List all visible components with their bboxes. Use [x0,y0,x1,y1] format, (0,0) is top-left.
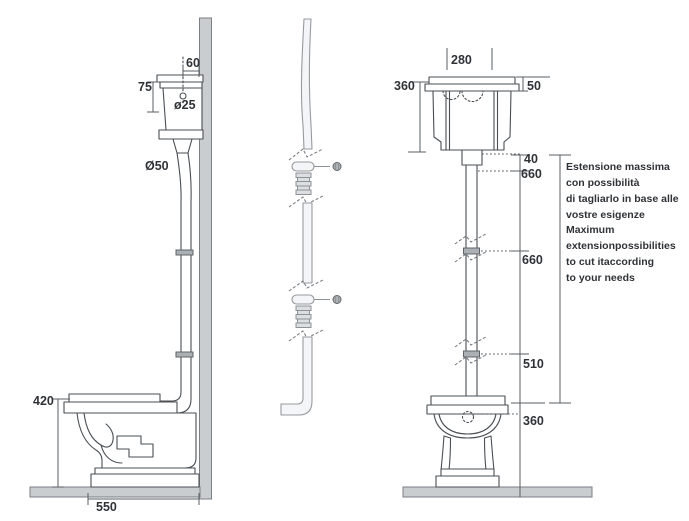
toilet-seat-rim [64,402,177,413]
pedestal-leg [485,436,495,470]
toilet-front [427,396,508,487]
dim-lid-to-inlet-label: 75 [138,80,152,94]
toilet-plinth [91,474,199,487]
toilet-seat-lid [431,396,505,405]
dim-front-bowl-height-label: 360 [523,414,544,428]
annotation-line: Estensione massima [566,161,670,173]
toilet-plinth [436,476,499,487]
dim-cistern-width-label: 280 [451,53,472,67]
pipe-collar [464,248,480,254]
dim-lid-height-label: 50 [527,79,541,93]
annotation-line: Maximum [566,224,615,236]
pipe-collar [464,351,480,357]
annotation-line: to your needs [566,272,635,284]
dim-inlet-diameter-label: ø25 [174,98,196,112]
dim-wall-offset-label: 60 [186,56,200,70]
annotation-line: vostre esigenze [566,209,645,221]
dim-bowl-height-label: 420 [33,394,54,408]
toilet-seat-lid [69,394,160,402]
toilet-base-slab [441,469,494,476]
dim-depth-label: 550 [96,500,117,514]
dim-outlet-gap-label: 40 [524,152,538,166]
flush-pipe-front [455,165,486,398]
connector-fitting [292,295,341,328]
cistern-lid [429,77,515,84]
toilet-base-slab [95,468,195,474]
pipe-middle-tube [303,203,312,283]
dim-cistern-height-label: 360 [394,79,415,93]
pipe-collar [176,250,193,255]
cistern-front [425,77,519,165]
flush-pipe-side [145,153,193,413]
annotation-block [566,161,679,284]
floor-section-right [403,487,592,497]
dim-segment-bottom-label: 510 [523,357,544,371]
annotation-line: di tagliarlo in base alle [566,193,679,205]
dim-segment-middle-label: 660 [522,253,543,267]
dim-segment-top-label: 660 [521,167,542,181]
pipe-kit-view [281,19,341,415]
floor-section-left [30,487,200,497]
toilet-seat-rim [427,405,508,414]
pedestal-leg [441,436,451,470]
left-side-view [30,18,212,514]
knurled-nut [333,296,341,304]
front-view [394,48,679,497]
annotation-line: extensionpossibilities [566,240,676,252]
knurled-nut [333,163,341,171]
pipe-upper-tube [301,19,312,149]
connector-capsule [292,295,314,304]
connector-fitting [292,162,341,195]
cistern-lid [425,84,519,91]
cistern-outlet-taper [173,139,192,153]
annotation-line: to cut itaccording [566,256,655,268]
annotation-line: con possibilità [566,177,640,189]
pipe-collar [176,352,193,357]
dim-pipe-diameter-label: Ø50 [145,159,169,173]
break-mark [289,149,323,160]
pipe-elbow [281,337,312,415]
cistern-outlet [462,150,482,165]
cistern-body [433,91,511,150]
connector-capsule [292,162,314,171]
